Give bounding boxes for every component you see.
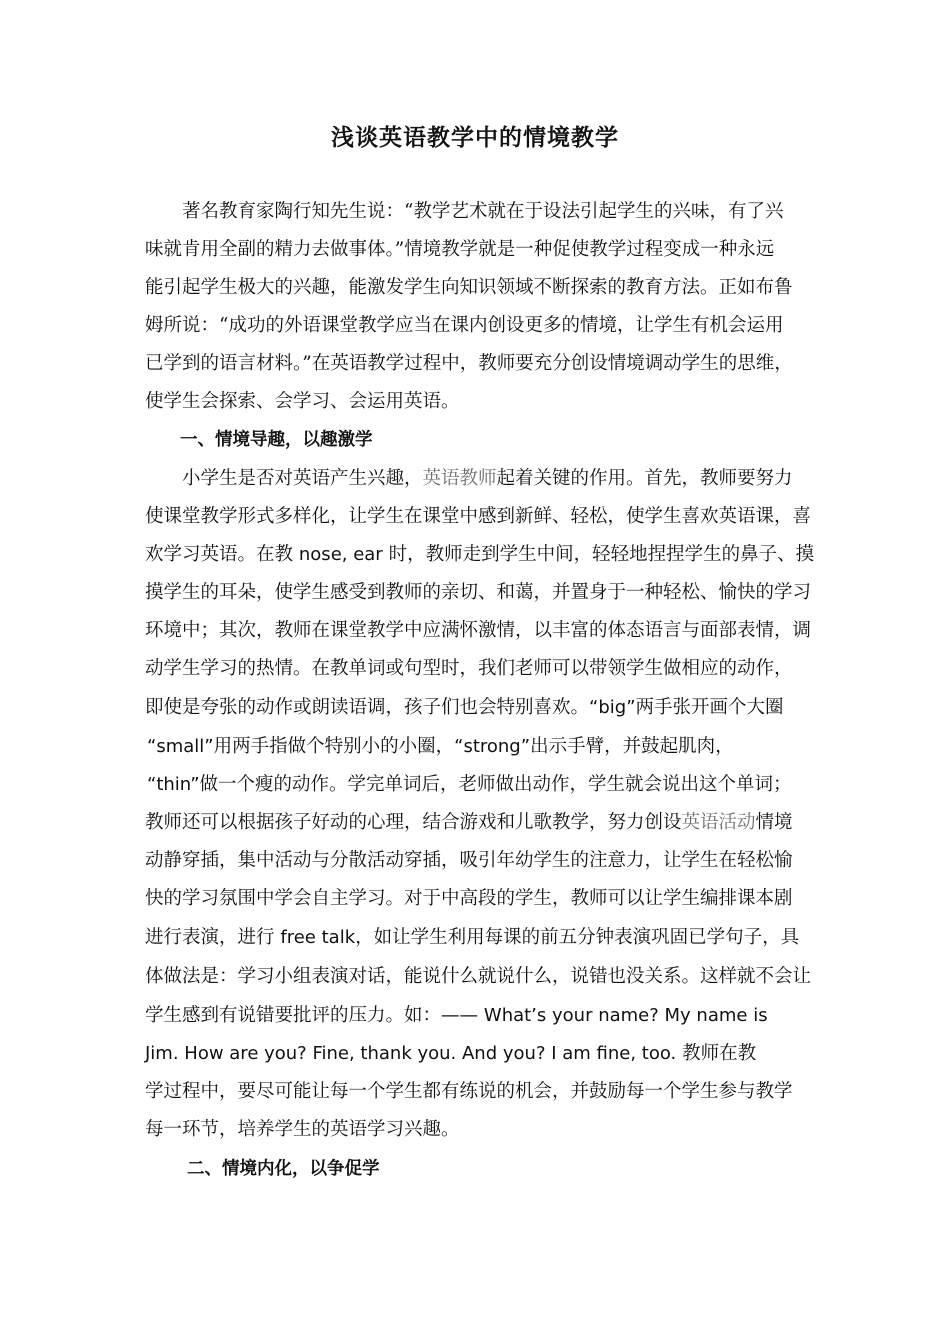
text-span: 小学生是否对英语产生兴趣，	[182, 468, 423, 489]
text-span: 学生感到有说错要批评的压力。如：——	[145, 1005, 484, 1026]
text-span: 做一个瘦的动作。学完单词后，老师做出动作，学生就会说出这个单词；	[199, 774, 792, 795]
document-title: 浅谈英语教学中的情境教学	[331, 124, 619, 151]
paragraph-line: 姆所说：“成功的外语课堂教学应当在课内创设更多的情境，让学生有机会运用	[145, 315, 784, 336]
text-span: 欢学习英语。在教	[145, 544, 299, 565]
paragraph-line	[145, 997, 768, 1035]
text-span: 即使是夸张的动作或朗读语调，孩子们也会特别喜欢。	[145, 697, 590, 718]
paragraph-line: 著名教育家陶行知先生说：“教学艺术就在于设法引起学生的兴味，有了兴	[182, 201, 784, 222]
paragraph-line	[145, 1035, 756, 1073]
paragraph-line: 摸学生的耳朵，使学生感受到教师的亲切、和蔼，并置身于一种轻松、愉快的学习	[145, 582, 812, 603]
paragraph-line	[145, 536, 814, 574]
paragraph-line	[147, 766, 792, 804]
english-text: “strong”	[454, 736, 531, 757]
text-span: 进行表演，进行	[145, 927, 281, 948]
paragraph-line: 已学到的语言材料。”在英语教学过程中，教师要充分创设情境调动学生的思维，	[145, 353, 793, 374]
teacher-link[interactable]: 英语教师	[422, 468, 497, 489]
english-text: free talk	[280, 927, 356, 948]
activity-link[interactable]: 英语活动	[681, 812, 756, 833]
text-span: 情境	[755, 812, 793, 833]
paragraph-line: 每一环节，培养学生的英语学习兴趣。	[145, 1119, 460, 1140]
paragraph-line: 使学生会探索、会学习、会运用英语。	[145, 391, 460, 412]
english-text: nose, ear	[298, 544, 383, 565]
paragraph-line: 能引起学生极大的兴趣，能激发学生向知识领域不断探索的教育方法。正如布鲁	[145, 277, 793, 298]
paragraph-line: 动静穿插，集中活动与分散活动穿插，吸引年幼学生的注意力，让学生在轻松愉	[145, 850, 793, 871]
paragraph-line	[182, 460, 793, 498]
paragraph-line: 环境中；其次，教师在课堂教学中应满怀激情，以丰富的体态语言与面部表情，调	[145, 620, 812, 641]
paragraph-line	[145, 689, 784, 727]
paragraph-line: 动学生学习的热情。在教单词或句型时，我们老师可以带领学生做相应的动作，	[145, 658, 793, 679]
paragraph-line: 使课堂教学形式多样化，让学生在课堂中感到新鲜、轻松，使学生喜欢英语课，喜	[145, 506, 812, 527]
english-text: “small”	[147, 736, 214, 757]
section-heading: 一、情境导趣，以趣激学	[180, 430, 373, 450]
english-text: “thin”	[147, 774, 200, 795]
english-text: “big”	[589, 697, 636, 718]
text-span: 两手张开画个大圈	[635, 697, 784, 718]
paragraph-line: 味就肯用全副的精力去做事体。”情境教学就是一种促使教学过程变成一种永远	[145, 239, 775, 260]
paragraph-line: 体做法是：学习小组表演对话，能说什么就说什么，说错也没关系。这样就不会让	[145, 966, 812, 987]
section-heading: 二、情境内化，以争促学	[187, 1159, 380, 1179]
english-text: What’s your name? My name is	[483, 1005, 768, 1026]
english-text: Jim. How are you? Fine, thank you. And you? I am fine, too.	[145, 1043, 677, 1064]
paragraph-line	[147, 728, 734, 766]
paragraph-line	[145, 919, 799, 957]
text-span: 教师在教	[676, 1043, 757, 1064]
text-span: ，如让学生利用每课的前五分钟表演巩固已学句子，具	[355, 927, 800, 948]
text-span: 起着关键的作用。首先，教师要努力	[496, 468, 793, 489]
paragraph-line	[145, 804, 793, 842]
text-span: 出示手臂，并鼓起肌肉，	[530, 736, 734, 757]
paragraph-line: 快的学习氛围中学会自主学习。对于中高段的学生，教师可以让学生编排课本剧	[145, 888, 793, 909]
paragraph-line: 学过程中，要尽可能让每一个学生都有练说的机会，并鼓励每一个学生参与教学	[145, 1081, 793, 1102]
text-span: 教师还可以根据孩子好动的心理，结合游戏和儿歌教学，努力创设	[145, 812, 682, 833]
text-span: 用两手指做个特别小的小圈，	[213, 736, 455, 757]
text-span: 时，教师走到学生中间，轻轻地捏捏学生的鼻子、摸	[382, 544, 815, 565]
